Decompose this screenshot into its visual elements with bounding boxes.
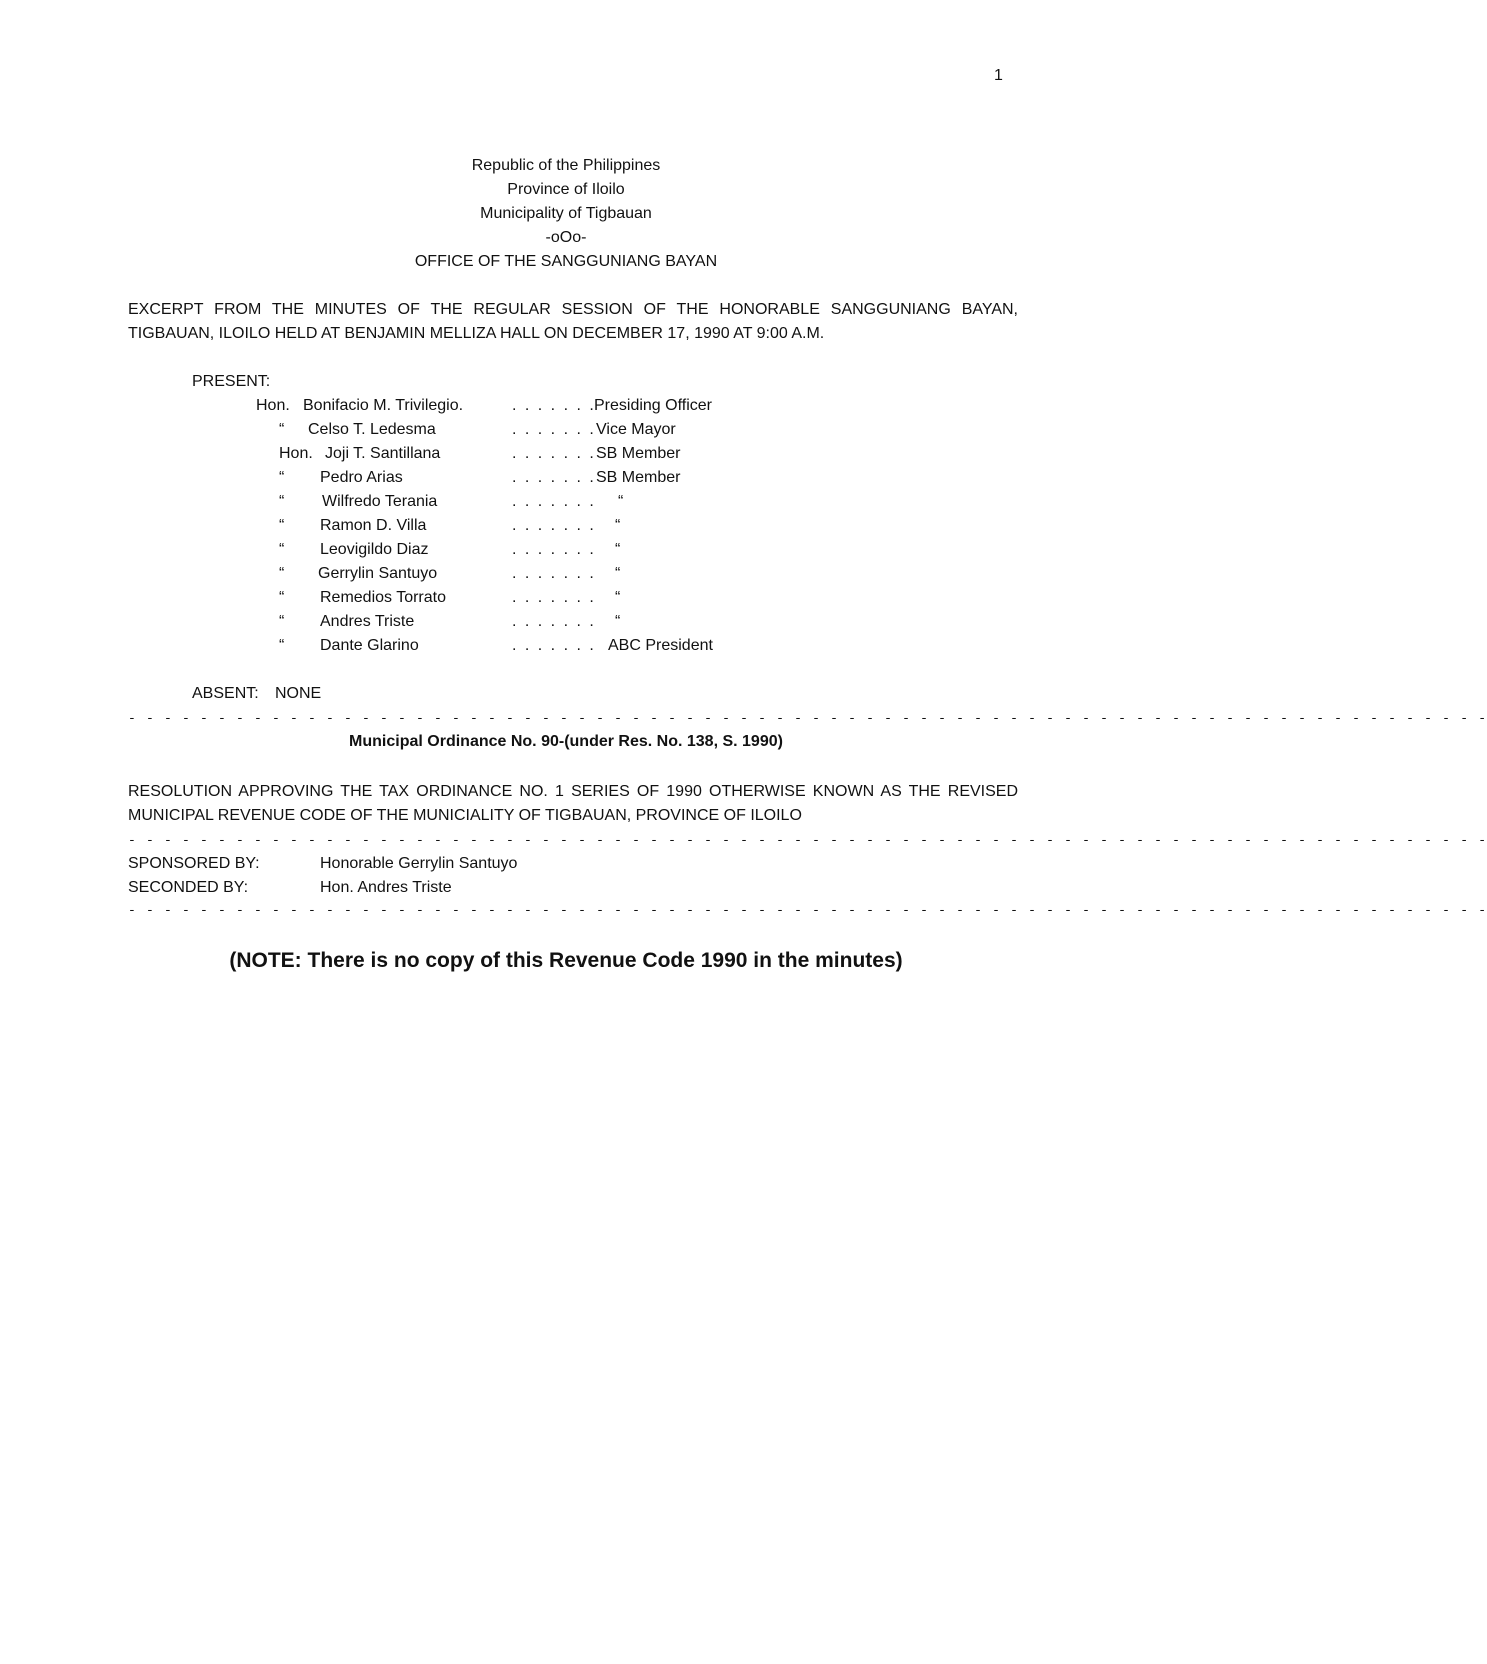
member-name: Ramon D. Villa [320,517,427,534]
member-prefix: “ [279,637,285,654]
member-name: Andres Triste [320,613,415,630]
excerpt-line-2: TIGBAUAN, ILOILO HELD AT BENJAMIN MELLIZA HALL ON DECEMBER 17, 1990 AT 9:00 A.M. [128,325,825,342]
member-name: Celso T. Ledesma [308,421,436,438]
leader-dots: . . . . . . . [512,493,596,510]
member-prefix: “ [279,421,285,438]
member-name: Joji T. Santillana [325,445,441,462]
member-role: ABC President [608,637,713,654]
leader-dots: . . . . . . . [512,517,596,534]
seconded-value: Hon. Andres Triste [320,879,452,896]
member-role: “ [615,541,621,558]
member-role: “ [615,565,621,582]
separator-line: - - - - - - - - - - - - - - - - - - - - - - - - - - - - - - - - - - - - - - - - - - - - - - - - - - - - - - - - - - - - - - - - - - - - - - - - - - - - [128,711,1487,726]
member-role: “ [615,589,621,606]
leader-dots: . . . . . . . [512,445,596,462]
absent-value: NONE [275,685,322,702]
member-prefix: “ [279,517,285,534]
seconded-label: SECONDED BY: [128,879,249,896]
header-office: OFFICE OF THE SANGGUNIANG BAYAN [414,253,718,270]
member-prefix: “ [279,613,285,630]
member-name: Pedro Arias [320,469,403,486]
member-role: SB Member [596,445,681,462]
ordinance-title: Municipal Ordinance No. 90-(under Res. No. 138, S. 1990) [349,733,783,750]
resolution-line-1: RESOLUTION APPROVING THE TAX ORDINANCE NO. 1 SERIES OF 1990 OTHERWISE KNOWN AS THE REVISED [128,783,1018,800]
member-name: Wilfredo Terania [322,493,438,510]
leader-dots: . . . . . . . [512,637,596,654]
member-role: “ [618,493,624,510]
member-prefix: “ [279,565,285,582]
member-role: “ [615,613,621,630]
member-name: Leovigildo Diaz [320,541,429,558]
header-municipality: Municipality of Tigbauan [480,205,652,222]
sponsored-value: Honorable Gerrylin Santuyo [320,855,518,872]
leader-dots: . . . . . . . [512,397,596,414]
member-name: Dante Glarino [320,637,419,654]
present-label: PRESENT: [192,373,271,390]
member-prefix: Hon. [256,397,290,414]
sponsored-label: SPONSORED BY: [128,855,260,872]
member-role: “ [615,517,621,534]
member-prefix: Hon. [279,445,313,462]
resolution-line-2: MUNICIPAL REVENUE CODE OF THE MUNICIALITY OF TIGBAUAN, PROVINCE OF ILOILO [128,807,802,824]
separator-line: - - - - - - - - - - - - - - - - - - - - - - - - - - - - - - - - - - - - - - - - - - - - - - - - - - - - - - - - - - - - - - - - - - - - - - - - - - - - [128,833,1487,848]
page-number: 1 [994,67,1003,84]
leader-dots: . . . . . . . [512,421,596,438]
leader-dots: . . . . . . . [512,613,596,630]
leader-dots: . . . . . . . [512,469,596,486]
header-province: Province of Iloilo [507,181,625,198]
header-republic: Republic of the Philippines [471,157,661,174]
note: (NOTE: There is no copy of this Revenue Code 1990 in the minutes) [229,949,903,972]
member-role: Presiding Officer [594,397,712,414]
separator-line: - - - - - - - - - - - - - - - - - - - - - - - - - - - - - - - - - - - - - - - - - - - - - - - - - - - - - - - - - - - - - - - - - - - - - - - - - - - - [128,903,1487,918]
excerpt-line-1: EXCERPT FROM THE MINUTES OF THE REGULAR SESSION OF THE HONORABLE SANGGUNIANG BAYAN, [128,301,1018,318]
leader-dots: . . . . . . . [512,541,596,558]
member-prefix: “ [279,469,285,486]
absent-label: ABSENT: [192,685,259,702]
member-name: Gerrylin Santuyo [318,565,438,582]
member-prefix: “ [279,589,285,606]
member-prefix: “ [279,541,285,558]
member-prefix: “ [279,493,285,510]
member-name: Bonifacio M. Trivilegio. [303,397,464,414]
member-role: Vice Mayor [596,421,676,438]
member-name: Remedios Torrato [320,589,446,606]
leader-dots: . . . . . . . [512,589,596,606]
leader-dots: . . . . . . . [512,565,596,582]
member-role: SB Member [596,469,681,486]
header-ornament: -oOo- [545,229,587,246]
